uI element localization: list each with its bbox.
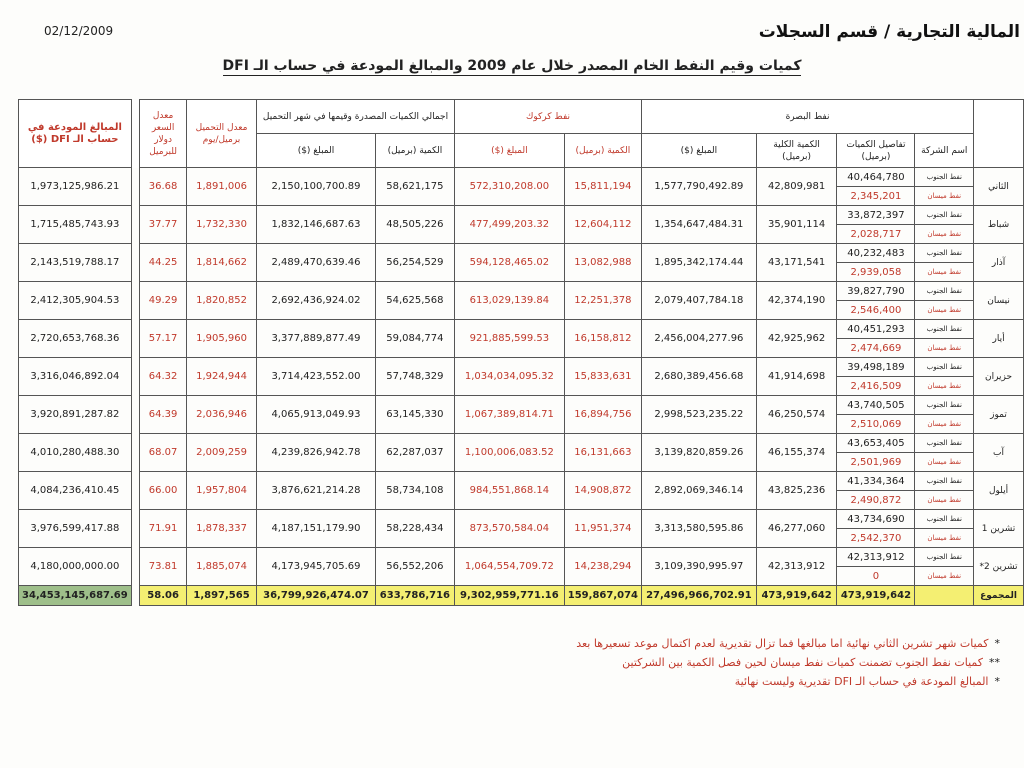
company-cell: نفط الجنوب xyxy=(915,282,974,301)
kirkuk-group-header: نفط كركوك xyxy=(454,100,641,134)
south-qty-cell: 41,334,364 xyxy=(837,472,915,491)
basra-total-cell: 42,809,981 xyxy=(756,168,837,206)
company-cell: نفط ميسان xyxy=(915,453,974,472)
dfi-cell: 4,010,280,488.30 xyxy=(19,434,132,472)
totals-dfi: 34,453,145,687.69 xyxy=(19,586,132,606)
totals-blank xyxy=(915,586,974,606)
load-rate-cell: 1,814,662 xyxy=(186,244,256,282)
month-cell: نيسان xyxy=(974,282,1024,320)
total-amount-cell: 3,876,621,214.28 xyxy=(257,472,376,510)
total-qty-cell: 59,084,774 xyxy=(375,320,454,358)
price-cell: 73.81 xyxy=(140,548,187,586)
oil-export-table xyxy=(18,99,1024,606)
details-header: تفاصيل الكميات (برميل) xyxy=(837,134,915,168)
kirkuk-qty-cell: 16,131,663 xyxy=(564,434,641,472)
total-qty-cell: 58,228,434 xyxy=(375,510,454,548)
total-qty-header: الكمية (برميل) xyxy=(375,134,454,168)
department-heading: المالية التجارية / قسم السجلات xyxy=(758,22,1020,42)
company-cell: نفط ميسان xyxy=(915,301,974,320)
company-cell: نفط الجنوب xyxy=(915,206,974,225)
price-rate-header: معدل السعر دولار للبرميل xyxy=(140,100,187,168)
maysan-qty-cell: 2,501,969 xyxy=(837,453,915,472)
south-qty-cell: 39,827,790 xyxy=(837,282,915,301)
gap-cell xyxy=(131,282,139,320)
table-row xyxy=(19,510,1024,529)
gap-cell xyxy=(131,358,139,396)
company-cell: نفط الجنوب xyxy=(915,244,974,263)
gap-cell xyxy=(131,472,139,510)
load-rate-cell: 1,905,960 xyxy=(186,320,256,358)
south-qty-cell: 40,451,293 xyxy=(837,320,915,339)
table-row xyxy=(19,206,1024,225)
south-qty-cell: 43,734,690 xyxy=(837,510,915,529)
month-cell: حزيران xyxy=(974,358,1024,396)
dfi-cell: 2,412,305,904.53 xyxy=(19,282,132,320)
kirkuk-amount-header: المبلغ ($) xyxy=(454,134,564,168)
gap-cell xyxy=(131,586,139,606)
totals-row xyxy=(19,586,1024,606)
basra-amount-cell: 2,079,407,784.18 xyxy=(642,282,757,320)
report-title-text: كميات وقيم النفط الخام المصدر خلال عام 2009 والمبالغ المودعة في حساب الـ DFI xyxy=(222,58,802,74)
company-cell: نفط الجنوب xyxy=(915,472,974,491)
total-amount-header: المبلغ ($) xyxy=(257,134,376,168)
basra-amount-cell: 2,892,069,346.14 xyxy=(642,472,757,510)
kirkuk-qty-cell: 15,833,631 xyxy=(564,358,641,396)
load-rate-cell: 2,009,259 xyxy=(186,434,256,472)
total-amount-cell: 4,187,151,179.90 xyxy=(257,510,376,548)
basra-total-cell: 35,901,114 xyxy=(756,206,837,244)
kirkuk-amount-cell: 1,100,006,083.52 xyxy=(454,434,564,472)
gap-cell xyxy=(131,548,139,586)
south-qty-cell: 43,740,505 xyxy=(837,396,915,415)
footnotes xyxy=(576,634,1000,691)
price-cell: 64.32 xyxy=(140,358,187,396)
report-title xyxy=(0,58,1024,74)
maysan-qty-cell: 0 xyxy=(837,567,915,586)
company-cell: نفط الجنوب xyxy=(915,358,974,377)
company-cell: نفط الجنوب xyxy=(915,548,974,567)
month-cell: أيار xyxy=(974,320,1024,358)
total-qty-cell: 58,734,108 xyxy=(375,472,454,510)
kirkuk-qty-cell: 11,951,374 xyxy=(564,510,641,548)
maysan-qty-cell: 2,028,717 xyxy=(837,225,915,244)
company-cell: نفط ميسان xyxy=(915,187,974,206)
basra-total-cell: 42,925,962 xyxy=(756,320,837,358)
month-cell: الثاني xyxy=(974,168,1024,206)
footnote-marker: * xyxy=(994,637,1000,650)
company-cell: نفط ميسان xyxy=(915,529,974,548)
total-amount-cell: 4,065,913,049.93 xyxy=(257,396,376,434)
maysan-qty-cell: 2,474,669 xyxy=(837,339,915,358)
company-cell: نفط الجنوب xyxy=(915,320,974,339)
kirkuk-amount-cell: 1,067,389,814.71 xyxy=(454,396,564,434)
month-cell: تشرين 2* xyxy=(974,548,1024,586)
company-cell: نفط الجنوب xyxy=(915,510,974,529)
footnote-text: كميات شهر تشرين الثاني نهائية اما مبالغها فما تزال تقديرية لعدم اكتمال موعد تسعيرها بعد xyxy=(576,637,989,650)
month-cell: آب xyxy=(974,434,1024,472)
totals-kirkuk-amount: 9,302,959,771.16 xyxy=(454,586,564,606)
table-row xyxy=(19,472,1024,491)
total-qty-cell: 62,287,037 xyxy=(375,434,454,472)
total-qty-cell: 54,625,568 xyxy=(375,282,454,320)
total-qty-cell: 56,552,206 xyxy=(375,548,454,586)
date-label: 02/12/2009 xyxy=(44,24,114,38)
basra-amount-cell: 3,313,580,595.86 xyxy=(642,510,757,548)
maysan-qty-cell: 2,416,509 xyxy=(837,377,915,396)
footnote xyxy=(576,653,1000,672)
totals-basra-qty: 473,919,642 xyxy=(756,586,837,606)
kirkuk-qty-cell: 14,908,872 xyxy=(564,472,641,510)
price-cell: 71.91 xyxy=(140,510,187,548)
kirkuk-amount-cell: 477,499,203.32 xyxy=(454,206,564,244)
company-cell: نفط ميسان xyxy=(915,339,974,358)
load-rate-header: معدل التحميل برميل/يوم xyxy=(186,100,256,168)
total-amount-cell: 2,150,100,700.89 xyxy=(257,168,376,206)
south-qty-cell: 43,653,405 xyxy=(837,434,915,453)
total-qty-cell: 58,621,175 xyxy=(375,168,454,206)
basra-total-cell: 46,250,574 xyxy=(756,396,837,434)
south-qty-cell: 33,872,397 xyxy=(837,206,915,225)
gap-cell xyxy=(131,206,139,244)
basra-amount-cell: 1,577,790,492.89 xyxy=(642,168,757,206)
dfi-cell: 3,316,046,892.04 xyxy=(19,358,132,396)
total-amount-cell: 4,239,826,942.78 xyxy=(257,434,376,472)
total-amount-cell: 2,489,470,639.46 xyxy=(257,244,376,282)
basra-total-cell: 43,825,236 xyxy=(756,472,837,510)
total-amount-cell: 2,692,436,924.02 xyxy=(257,282,376,320)
totals-price: 58.06 xyxy=(140,586,187,606)
kirkuk-amount-cell: 594,128,465.02 xyxy=(454,244,564,282)
month-header xyxy=(974,100,1024,168)
month-cell: تموز xyxy=(974,396,1024,434)
kirkuk-qty-cell: 13,082,988 xyxy=(564,244,641,282)
company-cell: نفط ميسان xyxy=(915,263,974,282)
column-gap xyxy=(131,100,139,168)
total-amount-cell: 4,173,945,705.69 xyxy=(257,548,376,586)
table-row xyxy=(19,434,1024,453)
dfi-cell: 2,143,519,788.17 xyxy=(19,244,132,282)
totals-kirkuk-qty: 159,867,074 xyxy=(564,586,641,606)
south-qty-cell: 40,464,780 xyxy=(837,168,915,187)
kirkuk-amount-cell: 921,885,599.53 xyxy=(454,320,564,358)
kirkuk-qty-cell: 15,811,194 xyxy=(564,168,641,206)
kirkuk-amount-cell: 1,034,034,095.32 xyxy=(454,358,564,396)
maysan-qty-cell: 2,510,069 xyxy=(837,415,915,434)
load-rate-cell: 1,957,804 xyxy=(186,472,256,510)
load-rate-cell: 1,732,330 xyxy=(186,206,256,244)
month-cell: آذار xyxy=(974,244,1024,282)
table-row xyxy=(19,396,1024,415)
company-cell: نفط ميسان xyxy=(915,491,974,510)
gap-cell xyxy=(131,510,139,548)
footnote xyxy=(576,634,1000,653)
totals-load-rate: 1,897,565 xyxy=(186,586,256,606)
table-row xyxy=(19,320,1024,339)
dfi-cell: 4,084,236,410.45 xyxy=(19,472,132,510)
company-cell: نفط ميسان xyxy=(915,567,974,586)
kirkuk-qty-cell: 14,238,294 xyxy=(564,548,641,586)
footnote-marker: * xyxy=(994,675,1000,688)
maysan-qty-cell: 2,345,201 xyxy=(837,187,915,206)
dfi-cell: 1,973,125,986.21 xyxy=(19,168,132,206)
company-cell: نفط ميسان xyxy=(915,377,974,396)
dfi-cell: 4,180,000,000.00 xyxy=(19,548,132,586)
month-cell: أيلول xyxy=(974,472,1024,510)
basra-amount-cell: 3,109,390,995.97 xyxy=(642,548,757,586)
load-rate-cell: 1,891,006 xyxy=(186,168,256,206)
basra-amount-cell: 2,998,523,235.22 xyxy=(642,396,757,434)
basra-amount-cell: 1,354,647,484.31 xyxy=(642,206,757,244)
price-cell: 66.00 xyxy=(140,472,187,510)
kirkuk-amount-cell: 1,064,554,709.72 xyxy=(454,548,564,586)
kirkuk-amount-cell: 613,029,139.84 xyxy=(454,282,564,320)
gap-cell xyxy=(131,320,139,358)
company-cell: نفط الجنوب xyxy=(915,434,974,453)
load-rate-cell: 1,885,074 xyxy=(186,548,256,586)
load-rate-cell: 2,036,946 xyxy=(186,396,256,434)
kirkuk-qty-header: الكمية (برميل) xyxy=(564,134,641,168)
south-qty-cell: 40,232,483 xyxy=(837,244,915,263)
totals-amount: 36,799,926,474.07 xyxy=(257,586,376,606)
price-cell: 57.17 xyxy=(140,320,187,358)
kirkuk-amount-cell: 572,310,208.00 xyxy=(454,168,564,206)
footnote xyxy=(576,672,1000,691)
gap-cell xyxy=(131,434,139,472)
total-qty-cell: 56,254,529 xyxy=(375,244,454,282)
basra-total-cell: 42,313,912 xyxy=(756,548,837,586)
total-amount-cell: 3,377,889,877.49 xyxy=(257,320,376,358)
company-cell: نفط ميسان xyxy=(915,415,974,434)
kirkuk-qty-cell: 12,604,112 xyxy=(564,206,641,244)
table-row xyxy=(19,548,1024,567)
month-cell: شباط xyxy=(974,206,1024,244)
total-amount-cell: 3,714,423,552.00 xyxy=(257,358,376,396)
gap-cell xyxy=(131,168,139,206)
table-row xyxy=(19,358,1024,377)
total-amount-cell: 1,832,146,687.63 xyxy=(257,206,376,244)
footnote-text: المبالغ المودعة في حساب الـ DFI تقديرية وليست نهائية xyxy=(734,675,989,688)
maysan-qty-cell: 2,939,058 xyxy=(837,263,915,282)
basra-amount-cell: 3,139,820,859.26 xyxy=(642,434,757,472)
totals-label: المجموع xyxy=(974,586,1024,606)
basra-total-cell: 42,374,190 xyxy=(756,282,837,320)
table-row xyxy=(19,282,1024,301)
table-row xyxy=(19,244,1024,263)
load-rate-cell: 1,878,337 xyxy=(186,510,256,548)
basra-amount-cell: 1,895,342,174.44 xyxy=(642,244,757,282)
maysan-qty-cell: 2,546,400 xyxy=(837,301,915,320)
dfi-cell: 2,720,653,768.36 xyxy=(19,320,132,358)
dfi-cell: 3,976,599,417.88 xyxy=(19,510,132,548)
kirkuk-qty-cell: 12,251,378 xyxy=(564,282,641,320)
company-header: اسم الشركة xyxy=(915,134,974,168)
kirkuk-qty-cell: 16,894,756 xyxy=(564,396,641,434)
company-cell: نفط الجنوب xyxy=(915,396,974,415)
kirkuk-qty-cell: 16,158,812 xyxy=(564,320,641,358)
total-qty-cell: 63,145,330 xyxy=(375,396,454,434)
basra-total-cell: 41,914,698 xyxy=(756,358,837,396)
load-rate-cell: 1,820,852 xyxy=(186,282,256,320)
south-qty-cell: 39,498,189 xyxy=(837,358,915,377)
price-cell: 36.68 xyxy=(140,168,187,206)
load-rate-cell: 1,924,944 xyxy=(186,358,256,396)
table-row xyxy=(19,168,1024,187)
maysan-qty-cell: 2,490,872 xyxy=(837,491,915,510)
price-cell: 64.39 xyxy=(140,396,187,434)
basra-total-cell: 43,171,541 xyxy=(756,244,837,282)
price-cell: 37.77 xyxy=(140,206,187,244)
price-cell: 44.25 xyxy=(140,244,187,282)
kirkuk-amount-cell: 873,570,584.04 xyxy=(454,510,564,548)
price-cell: 49.29 xyxy=(140,282,187,320)
footnote-text: كميات نفط الجنوب تضمنت كميات نفط ميسان لحين فصل الكمية بين الشركتين xyxy=(622,656,983,669)
company-cell: نفط الجنوب xyxy=(915,168,974,187)
maysan-qty-cell: 2,542,370 xyxy=(837,529,915,548)
price-cell: 68.07 xyxy=(140,434,187,472)
south-qty-cell: 42,313,912 xyxy=(837,548,915,567)
basra-amount-header: المبلغ ($) xyxy=(642,134,757,168)
total-qty-cell: 57,748,329 xyxy=(375,358,454,396)
company-cell: نفط ميسان xyxy=(915,225,974,244)
totals-basra-amount: 27,496,966,702.91 xyxy=(642,586,757,606)
basra-group-header: نفط البصرة xyxy=(642,100,974,134)
totals-qty: 633,786,716 xyxy=(375,586,454,606)
basra-total-cell: 46,155,374 xyxy=(756,434,837,472)
basra-amount-cell: 2,680,389,456.68 xyxy=(642,358,757,396)
dfi-cell: 1,715,485,743.93 xyxy=(19,206,132,244)
total-qty-cell: 48,505,226 xyxy=(375,206,454,244)
month-cell: تشرين 1 xyxy=(974,510,1024,548)
total-group-header: اجمالي الكميات المصدرة وقيمها في شهر التحميل xyxy=(257,100,455,134)
basra-amount-cell: 2,456,004,277.96 xyxy=(642,320,757,358)
footnote-marker: ** xyxy=(989,656,1000,669)
gap-cell xyxy=(131,396,139,434)
dfi-cell: 3,920,891,287.82 xyxy=(19,396,132,434)
totals-details: 473,919,642 xyxy=(837,586,915,606)
dfi-header: المبالغ المودعة في حساب الـ DFI ($) xyxy=(19,100,132,168)
basra-total-cell: 46,277,060 xyxy=(756,510,837,548)
basra-total-qty-header: الكمية الكلية (برميل) xyxy=(756,134,837,168)
kirkuk-amount-cell: 984,551,868.14 xyxy=(454,472,564,510)
gap-cell xyxy=(131,244,139,282)
